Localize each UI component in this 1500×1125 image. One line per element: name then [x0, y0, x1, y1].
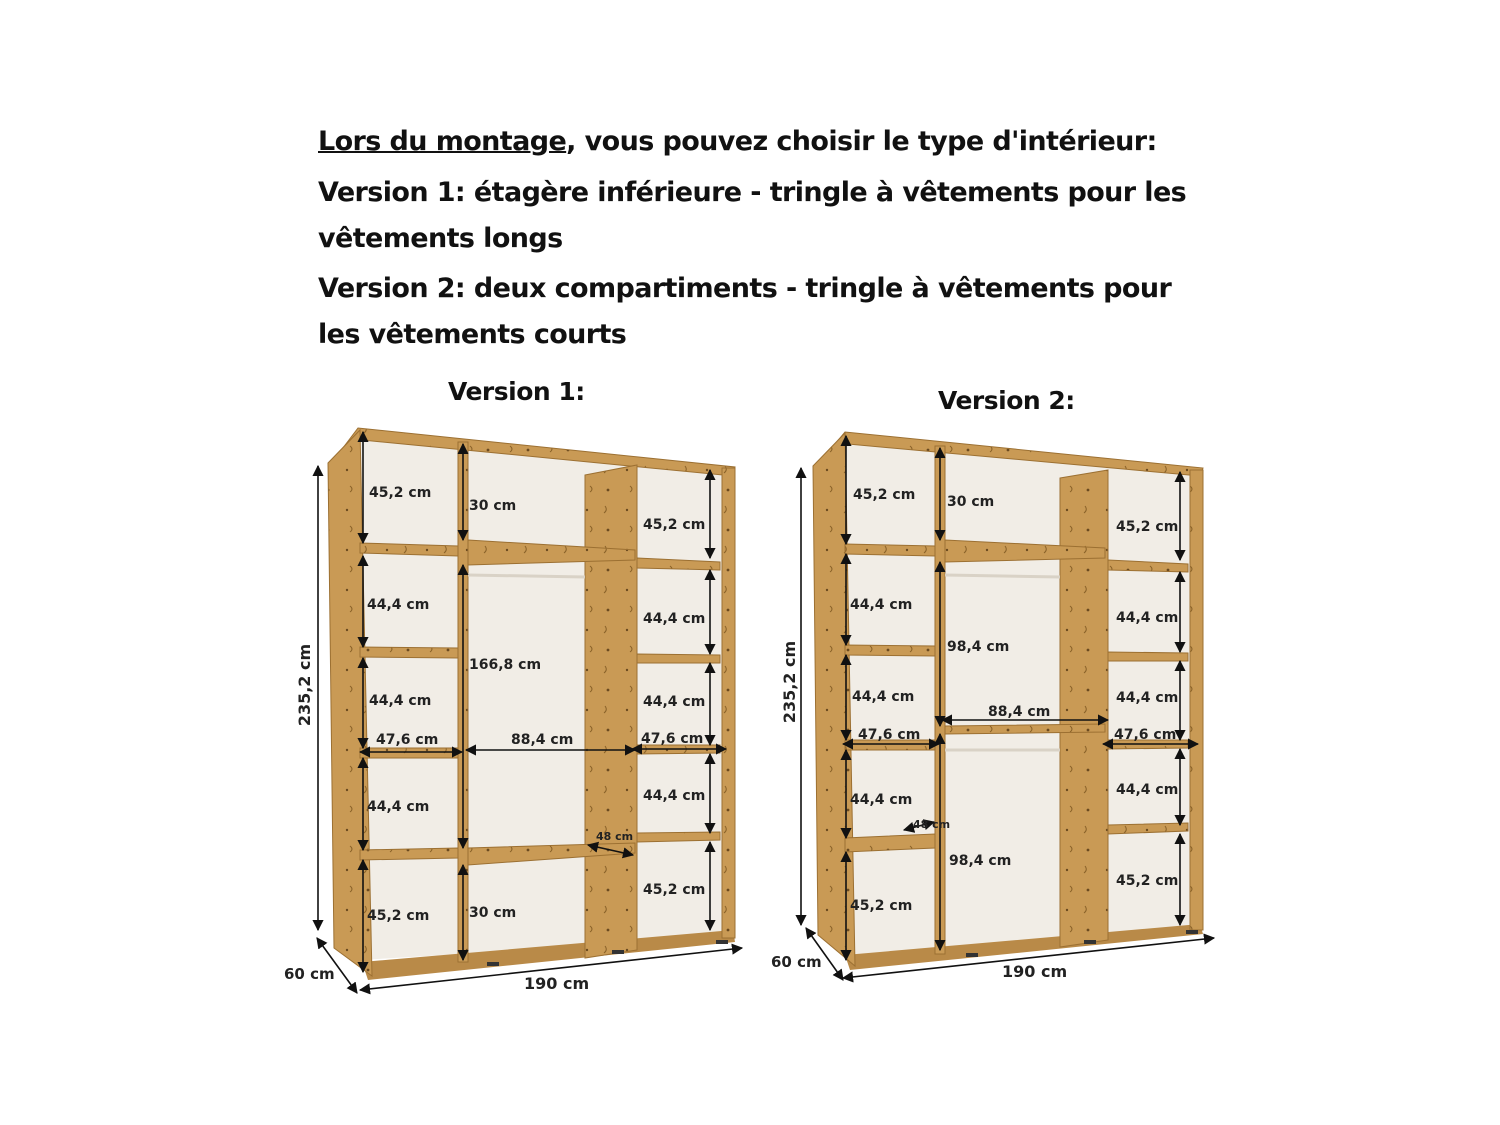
v2-foot-1 [966, 953, 978, 957]
v2-left-shelf-2 [845, 645, 935, 656]
v2-center-width-label: 88,4 cm [988, 704, 1051, 720]
version-1-description: Version 1: étagère inférieure - tringle à vêtements pour les vêtements longs [318, 177, 1187, 254]
v1-right-2-label: 44,4 cm [643, 611, 706, 627]
v2-left-shelf-depth-label: 47,6 cm [858, 727, 921, 743]
v2-right-shelf-2 [1108, 652, 1188, 661]
wardrobe-version-1 [284, 428, 742, 993]
v1-center-width-label: 88,4 cm [511, 732, 574, 748]
v1-depth-label: 60 cm [284, 965, 335, 983]
v2-center-lower-label: 98,4 cm [949, 853, 1012, 869]
v2-foot-3 [1186, 930, 1198, 934]
v1-foot-1 [487, 962, 499, 966]
v2-depth-label: 60 cm [771, 953, 822, 971]
v1-right-shelf-2 [637, 654, 720, 663]
v2-left-3-label: 44,4 cm [852, 689, 915, 705]
v1-left-4-label: 44,4 cm [367, 799, 430, 815]
v1-right-bottom-label: 45,2 cm [643, 882, 706, 898]
instructions-underlined: Lors du montage [318, 126, 567, 157]
v1-right-top-label: 45,2 cm [643, 517, 706, 533]
v2-left-shelf-1 [845, 544, 935, 556]
v1-left-3-label: 44,4 cm [369, 693, 432, 709]
v2-center-middle-shelf [945, 724, 1105, 734]
v1-center-top-label: 30 cm [469, 498, 517, 514]
v2-upper-clothes-rail [945, 575, 1060, 577]
v1-center-hanging-label: 166,8 cm [469, 657, 542, 673]
v1-left-shelf-4 [360, 848, 458, 860]
v1-right-3-label: 44,4 cm [643, 694, 706, 710]
v2-center-upper-label: 98,4 cm [947, 639, 1010, 655]
v2-left-4-label: 44,4 cm [850, 792, 913, 808]
v1-left-bottom-label: 45,2 cm [367, 908, 430, 924]
v2-left-bottom-label: 45,2 cm [850, 898, 913, 914]
v1-left-2-label: 44,4 cm [367, 597, 430, 613]
v2-right-shelf-depth-label: 47,6 cm [1114, 727, 1177, 743]
v2-divider-right [1060, 470, 1108, 947]
instructions-line-1-rest: , vous pouvez choisir le type d'intérieur: [566, 126, 1157, 157]
v1-foot-2 [612, 950, 624, 954]
v1-center-shelf-depth-label: 48 cm [596, 830, 634, 843]
v1-left-shelf-2 [360, 647, 458, 658]
v1-right-4-label: 44,4 cm [643, 788, 706, 804]
v1-foot-3 [716, 940, 728, 944]
v1-right-side [722, 468, 735, 938]
v2-left-2-label: 44,4 cm [850, 597, 913, 613]
v2-center-top-label: 30 cm [947, 494, 995, 510]
v2-right-side [1190, 470, 1203, 930]
v2-left-top-label: 45,2 cm [853, 487, 916, 503]
version-2-title: Version 2: [938, 386, 1075, 415]
v1-clothes-rail [468, 575, 585, 577]
version-2-description: Version 2: deux compartiments - tringle à vêtements pour les vêtements courts [318, 273, 1172, 350]
v1-left-top-label: 45,2 cm [369, 485, 432, 501]
v1-divider-right [585, 465, 637, 958]
v2-right-3-label: 44,4 cm [1116, 690, 1179, 706]
v2-width-label: 190 cm [1002, 962, 1068, 981]
v2-height-label: 235,2 cm [780, 640, 799, 724]
v1-center-bottom-label: 30 cm [469, 905, 517, 921]
version-1-title: Version 1: [448, 377, 585, 406]
v2-right-2-label: 44,4 cm [1116, 610, 1179, 626]
v2-foot-2 [1084, 940, 1096, 944]
v2-right-bottom-label: 45,2 cm [1116, 873, 1179, 889]
v2-left-shelf-depth-small-label: 48 cm [913, 818, 951, 831]
wardrobe-version-2 [771, 432, 1214, 981]
v1-height-label: 235,2 cm [295, 643, 314, 727]
v2-right-top-label: 45,2 cm [1116, 519, 1179, 535]
v1-width-label: 190 cm [524, 974, 590, 993]
v1-left-shelf-depth-label: 47,6 cm [376, 732, 439, 748]
v2-right-4-label: 44,4 cm [1116, 782, 1179, 798]
v1-left-shelf-3 [360, 748, 458, 758]
v1-right-shelf-depth-label: 47,6 cm [641, 731, 704, 747]
v1-right-shelf-4 [637, 832, 720, 842]
